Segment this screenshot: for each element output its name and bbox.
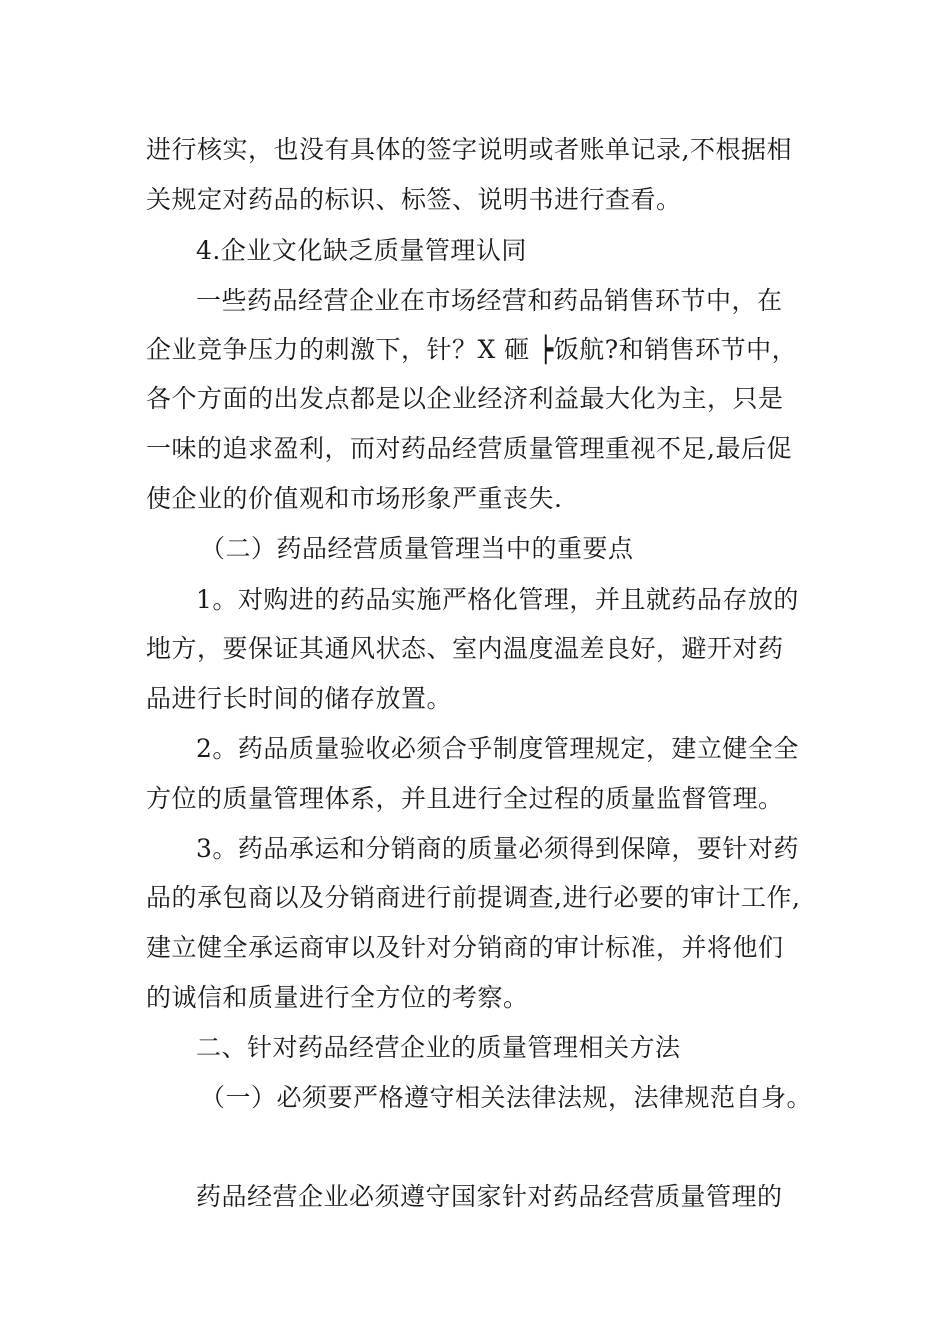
text-line: 一味的追求盈利，而对药品经营质量管理重视不足,最后促 xyxy=(146,434,792,463)
section-heading: （二）药品经营质量管理当中的重要点 xyxy=(200,534,634,563)
text-line: 1。对购进的药品实施严格化管理，并且就药品存放的 xyxy=(196,585,799,614)
text-line: 方位的质量管理体系，并且进行全过程的质量监督管理。 xyxy=(146,784,784,813)
text-line: 进行核实，也没有具体的签字说明或者账单记录,不根据相 xyxy=(146,135,792,164)
section-heading: （一）必须要严格遵守相关法律法规，法律规范自身。 xyxy=(200,1083,813,1112)
text-line: 2。药品质量验收必须合乎制度管理规定，建立健全全 xyxy=(196,734,799,763)
text-line: 地方，要保证其通风状态、室内温度温差良好，避开对药 xyxy=(146,634,784,663)
text-line: 品进行长时间的储存放置。 xyxy=(146,684,453,713)
text-line: 药品经营企业必须遵守国家针对药品经营质量管理的 xyxy=(196,1182,783,1211)
text-line: 各个方面的出发点都是以企业经济利益最大化为主，只是 xyxy=(146,384,784,413)
text-line: 一些药品经营企业在市场经营和药品销售环节中，在 xyxy=(196,286,783,315)
section-heading: 4.企业文化缺乏质量管理认同 xyxy=(196,236,527,265)
section-heading: 二、针对药品经营企业的质量管理相关方法 xyxy=(196,1033,681,1062)
text-line: 品的承包商以及分销商进行前提调查,进行必要的审计工作, xyxy=(146,883,801,912)
text-line: 的诚信和质量进行全方位的考察。 xyxy=(146,983,529,1012)
text-line: 3。药品承运和分销商的质量必须得到保障，要针对药 xyxy=(196,834,799,863)
text-line: 使企业的价值观和市场形象严重丧失. xyxy=(146,484,563,513)
text-line: 建立健全承运商审以及针对分销商的审计标准，并将他们 xyxy=(146,933,784,962)
text-line: 企业竞争压力的刺激下，针？X 砸 ┝饭航?和销售环节中， xyxy=(146,335,798,364)
text-line: 关规定对药品的标识、标签、说明书进行查看。 xyxy=(146,185,682,214)
